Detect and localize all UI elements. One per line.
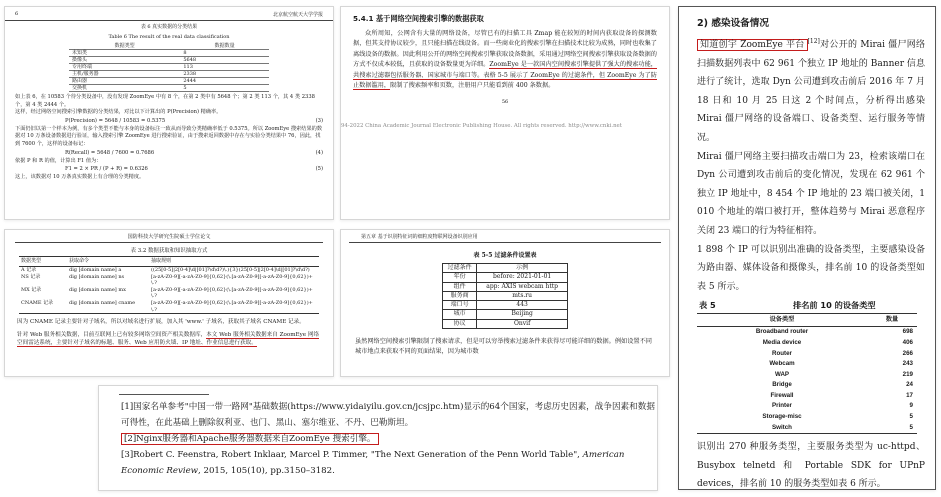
table-row [443, 319, 568, 328]
equation-text: F1 = 2 × PR / (P + R) = 0.6326 [65, 166, 148, 173]
paragraph: 1 898 个 IP 可以识别出准确的设备类型，主要感染设备为路由器、媒体设备和摄像头，排名前 10 的设备类型如表 5 所示。 [697, 244, 925, 292]
table-cell: [a-zA-Z0-9][-a-zA-Z0-9]{0,62}(\.[a-zA-Z0-9][-a-zA-Z0-9]{0,62})+\.? [151, 273, 313, 287]
paragraph-highlighted [5, 329, 333, 350]
equation [5, 165, 333, 174]
table-row [697, 327, 917, 338]
table-row [697, 380, 917, 391]
thesis-page-dns-extraction [4, 229, 334, 377]
table-cell: Router [772, 349, 792, 357]
thesis-page-classification [4, 6, 334, 220]
column-header: 设备类型 [697, 314, 867, 327]
table-row [697, 370, 917, 381]
column-header: 过滤条件 [443, 264, 477, 273]
paragraph-text: 对公开的 Mirai 僵尸网络扫描数据列表中 62 961 个独立 IP 地址的 Banner 信息进行了统计，选取 Dyn 公司遭到攻击前后 2016 年 7 月 18 日和 10 月 25 日这 2 个时间点，分析得出感染 Mirai 僵尸网络的设备端口、设备类型、运行服务等情况。 [697, 40, 925, 143]
footnote-text: [3]Robert C. Feenstra, Robert Inklaar, Marcel P. Timmer, "The Next Generation of the Penn World Table", [121, 450, 583, 460]
table-cell: Media device [762, 338, 802, 346]
table-cell: Broadband router [755, 328, 809, 336]
table-title: 排名前 10 的设备类型 [793, 300, 876, 311]
table-cell: 5 [180, 85, 269, 92]
table-cell: 266 [902, 349, 913, 357]
paragraph: 如上表 6，在 10583 个待分类设备中，没有发现 ZoomEye 中有 8 个，在第 2 类中有 5648 个；第 2 类 113 个，其 4 类 2338 个，第 4 类 2444 个。 [15, 94, 315, 108]
table-cell: Bridge [772, 381, 792, 389]
table-cell: 113 [180, 64, 269, 71]
table-caption-en: Table 6 The result of the real data classification [108, 34, 230, 40]
table-cell: 24 [906, 381, 913, 389]
table-row [443, 310, 568, 319]
table-caption: 表 5-5 过滤条件设置表 [473, 252, 537, 259]
table-cell: Firewall [770, 391, 794, 399]
table-cell: Printer [772, 402, 792, 410]
equation-text: P(Precision) = 5648 / 10583 = 0.5375 [65, 117, 166, 124]
equation-text: R(Recall) = 5648 / 7600 = 0.7686 [65, 149, 155, 156]
table-row [697, 338, 917, 349]
table-cell: 交换机 [69, 85, 180, 92]
table-cell: dig [domain name] ns [69, 273, 125, 280]
table-caption: 表 3.2 数据获取和知识抽取方式 [130, 248, 208, 254]
equation [5, 117, 333, 126]
table-cell: 年份 [443, 273, 477, 282]
column-header: 示例 [477, 264, 568, 273]
table-cell: before: 2021-01-01 [477, 273, 568, 282]
paragraph: 虽然网络空间搜索引擎限制了搜索请求，但是可以穷举搜索过滤条件来获得尽可能详细的数据。例如设置不同城市地点来获取不同的页面结果，因为城市数 [355, 338, 652, 356]
table-cell: 专用终端 [69, 64, 180, 71]
section-title: 5.4.1 基于网络空间搜索引擎的数据获取 [353, 14, 484, 23]
paragraph: Mirai 僵尸网络主要扫描攻击端口为 23，检索该端口在 Dyn 公司遭到攻击前后的变化情况，发现在 62 961 个独立 IP 地址中，8 454 个 IP 地址的 23 端口被关闭，1 010 个地址的端口被打开，整体趋势与 Mirai 恶意程序关闭 23 端口的行为特征相符。 [697, 151, 925, 236]
paragraph-highlighted [679, 33, 935, 148]
table-cell: 端口号 [443, 301, 477, 310]
paragraph-highlighted [5, 126, 333, 149]
table-cell: dig [domain name] mx [69, 286, 126, 293]
paragraph-text: 下面仍旧以第一个样本为例，有多个类型不能与本身的设备标注一致从而导致分类精确率低于 0.5375。所以 ZoomEye 搜索结果的数据对 10 万条设备数据进行验证，输入搜索引擎 ZoomEye 进行搜索验证，由于搜索返回数据中存在与实验分类结果中 76，因此，找到 7600 个，这样的设备标记： [15, 125, 323, 147]
table-cell: [a-zA-Z0-9][-a-zA-Z0-9]{0,62}(\.[a-zA-Z0-9][-a-zA-Z0-9]{0,62})+\.? [151, 286, 313, 300]
footnote [99, 447, 657, 479]
table-cell: 243 [902, 360, 913, 368]
table-cell: 9 [909, 402, 913, 410]
paper-footnotes [98, 385, 658, 491]
table-row [697, 391, 917, 402]
table-row [19, 274, 319, 287]
highlighted-text: 知道创宇 ZoomEye 平台 [697, 39, 808, 51]
table-cell: dig [domain name] a [69, 267, 122, 273]
table-cell: 17 [906, 391, 913, 399]
equation-number: (5) [315, 166, 323, 173]
table-cell: 摄像头 [69, 57, 180, 64]
table-cell: 2338 [180, 71, 269, 78]
footnote-divider [119, 394, 209, 395]
page-number: 6 [15, 11, 19, 17]
citation: [12] [807, 38, 820, 45]
table-cell: 组件 [443, 282, 477, 291]
table-cell: MX 记录 [21, 286, 42, 293]
section-title: 2) 感染设备情况 [697, 18, 769, 29]
table-row [697, 423, 917, 434]
paragraph-text: 针对 Web 服务相关数据，目前互联网上已有较多网络空间资产相关数据库， [17, 331, 207, 338]
table-cell: dig [domain name] cname [67, 300, 149, 314]
table-row [69, 64, 269, 71]
footnote: [1]国家名单参考"中国一带一路网"基础数据(https://www.yidaiyilu.gov.cn/jcsjpc.htm)显示的64个国家，考虑历史因素，战争因素和数据可得性，在此基础上删除叙利亚、也门、黑山、塞尔维亚、不丹、巴勒斯坦。 [121, 402, 655, 428]
footnote-text: , 2015, 105(10), pp.3150–3182. [198, 466, 335, 476]
table-cell: 路由器 [69, 78, 180, 85]
paper-page-mirai-devices [678, 6, 936, 490]
page-header: 第五章 基于识别特征词的细粒度物联网设备识别应用 [349, 230, 661, 243]
paragraph: 识别出 270 种服务类型，主要服务类型为 uc-httpd、Busybox telnetd 和 Portable SDK for UPnP devices，排名前 10 的服务类型如表 6 所示。 [697, 442, 925, 490]
highlighted-text: ZoomEye 是一款国内空间搜索引擎提供了强大的搜索功能，共搜索过滤器包括服务器、国家城市与端口等。表格 5-5 展示了 ZoomEye 的过滤条件，但 ZoomEye 为了防止数据滥用， [353, 61, 657, 90]
table-cell: 406 [902, 338, 913, 346]
table-cell: ((25[0-5]|2[0-4]\d|[01]?\d\d?)\.){3}(25[0-5]|2[0-4]\d|[01]?\d\d?) [151, 267, 310, 273]
table-cell: 协议 [443, 319, 477, 328]
table-cell: NS 记录 [21, 273, 41, 280]
column-header: 数据类型 [69, 43, 180, 50]
table-row [697, 401, 917, 412]
table-row [443, 282, 568, 291]
table-cell: 698 [902, 328, 913, 336]
column-header: 数据类型 [19, 257, 67, 267]
table-cell: 5 [867, 423, 917, 434]
highlighted-text: 本文 Web 服务相关数据来自 ZoomEye 网络空间雷达系统，主要针对子域名的标题、服务、Web 应用防火墙、IP 地址、作业信息进行获取。 [17, 331, 320, 347]
column-header: 抽取规则 [149, 257, 319, 267]
table-cell: [a-zA-Z0-9][-a-zA-Z0-9]{0,62}(\.[a-zA-Z0-9][-a-zA-Z0-9]{0,62})+\.? [149, 300, 319, 314]
table-row [69, 85, 269, 92]
paragraph-highlighted [341, 27, 669, 93]
table-cell: 219 [902, 370, 913, 378]
equation-number: (4) [315, 149, 323, 156]
table-cell: 443 [477, 301, 568, 310]
table-row [697, 412, 917, 423]
table-row [19, 287, 319, 300]
table-row [69, 57, 269, 64]
paragraph-text: 限制了搜索频率和页数，注册用户只能看到前 400 条数据。 [390, 82, 555, 90]
equation-number: (3) [315, 117, 323, 124]
table-cell: 未知类 [69, 50, 180, 57]
page-header: 国防科技大学研究生院硕士学位论文 [15, 230, 323, 243]
filter-conditions-table [442, 263, 568, 329]
table-cell: Switch [697, 423, 867, 434]
table-cell: 城市 [443, 310, 477, 319]
thesis-page-search-engine [340, 6, 670, 220]
table-cell: Beijing [477, 310, 568, 319]
table-row [443, 291, 568, 300]
table-cell: Storage-misc [762, 413, 802, 421]
table-cell: 2444 [180, 78, 269, 85]
table-row [443, 273, 568, 282]
table-row [697, 359, 917, 370]
paragraph: 因为 CNAME 记录主要针对子域名，所以对域名进行扩展，加入其 'www.' 子域名，获取其子域名 CNAME 记录。 [17, 319, 305, 326]
table-cell: WAP [774, 370, 790, 378]
copyright-footer: 94-2022 China Academic Journal Electronic Publishing House. All rights reserved. http://www.cnki.net [341, 123, 622, 130]
device-type-table [697, 313, 917, 434]
table-row [69, 71, 269, 78]
table-cell: 主机/服务器 [69, 71, 180, 78]
table-row [697, 349, 917, 360]
table-caption [679, 296, 935, 313]
table-cell: Webcam [769, 360, 795, 368]
table-caption-cn: 表 6 真实数据的分类结果 [140, 24, 198, 30]
table-row [19, 267, 319, 274]
paragraph: 这上，该数据对 10 万条真实数据上有合理的分类精度。 [15, 174, 145, 181]
paragraph-text: 众所周知，公网含有大量的网络设备，尽管已有的扫描工具 Zmap 能在较短的时间内获取设备的探测数据，但其支持协议较少，且只能扫描在线设备。而一些商业化的搜索引擎在扫描技术比较为成熟，同时也收集了离线设备的数据。因此利用公开的网络空间搜索引擎获取设备数据，采用通过网络空间搜索引擎获取设备数据的方式不仅成本较低，且获取的设备数量更为详细。 [353, 30, 657, 69]
journal-title: American Economic Review [121, 450, 625, 476]
table-cell: Onvif [477, 319, 568, 328]
table-cell: 5 [909, 413, 913, 421]
paragraph: 依据 P 和 R 的值，计算出 F1 值为： [15, 157, 102, 164]
thesis-page-filter-table [340, 229, 670, 377]
equation [5, 149, 333, 158]
table-cell: 服务商 [443, 291, 477, 300]
table-cell: CNAME 记录 [19, 300, 67, 314]
footnote-highlighted [99, 431, 657, 447]
page-number: 56 [501, 99, 509, 106]
table-cell: 5648 [180, 57, 269, 64]
column-header: 数量 [867, 314, 917, 327]
table-cell: 8 [180, 50, 269, 57]
table-cell: app: AXIS webcam http [477, 282, 568, 291]
page-header [5, 7, 333, 21]
table-row [443, 301, 568, 310]
table-cell: A 记录 [21, 267, 37, 273]
table-row [19, 300, 319, 314]
classification-table [69, 43, 269, 92]
column-header: 获取命令 [67, 257, 149, 267]
table-row [69, 50, 269, 57]
table-cell: mts.ru [477, 291, 568, 300]
table-row [69, 78, 269, 85]
paragraph: 这样，经过网络空间搜索引擎数据的分类结果，对比以下计算出的 P(Precision) 精确率。 [15, 109, 222, 116]
highlighted-text: [2]Nginx服务器和Apache服务器数据来自ZoomEye 搜索引擎。 [121, 433, 379, 445]
extraction-rules-table [19, 256, 319, 314]
column-header: 数据数量 [180, 43, 269, 50]
journal-name: 北京航空航天大学学报 [272, 12, 323, 18]
table-label: 表 5 [699, 300, 716, 311]
